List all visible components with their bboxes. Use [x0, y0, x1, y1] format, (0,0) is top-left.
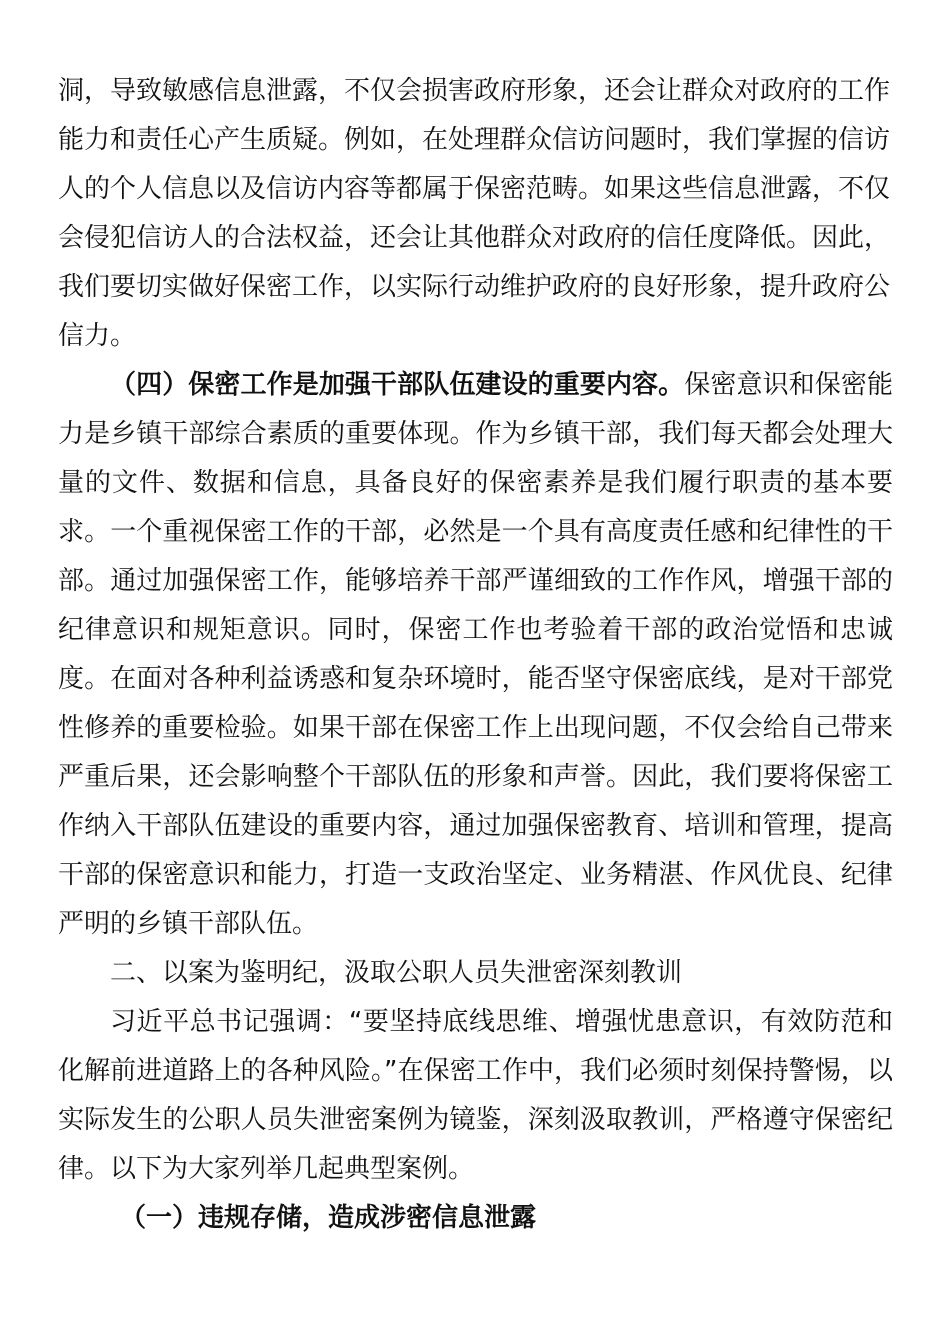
text-line: 信力。: [58, 321, 137, 351]
text-line: 洞，导致敏感信息泄露，不仅会损害政府形象，还会让群众对政府的工作: [58, 76, 891, 106]
text-line: 能力和责任心产生质疑。例如，在处理群众信访问题时，我们掌握的信访: [58, 125, 891, 155]
paragraph-bold-lead: （四）保密工作是加强干部队伍建设的重要内容。: [110, 370, 685, 400]
paragraph-text: 保密意识和保密能力是乡镇干部综合素质的重要体现。作为乡镇干部，我们每天都会处理大量的文件、数据和信息，具备良好的保密素养是我们履行职责的基本要求。一个重视保密工作的干部，必然是一个具有高度责任感和纪律性的干部。通过加强保密工作，能够培养干部严谨细致的工作作风，增强干部的纪律意识和规矩意识。同时，保密工作也考验着干部的政治觉悟和忠诚度。在面对各种利益诱惑和复杂环境时，能否坚守保密底线，是对干部党性修养的重要检验。如果干部在保密工作上出现问题，不仅会给自己带来严重后果，还会影响整个干部队伍的形象和声誉。因此，我们要将保密工作纳入干部队伍建设的重要内容，通过加强保密教育、培训和管理，提高干部的保密意识和能力，打造一支政治坚定、业务精湛、作风优良、纪律严明的乡镇干部队伍。: [58, 370, 893, 939]
text-line: 会侵犯信访人的合法权益，还会让其他群众对政府的信任度降低。因此，: [58, 223, 891, 253]
paragraph-quote: 习近平总书记强调：“要坚持底线思维、增强忧患意识，有效防范和化解前进道路上的各种风险。”在保密工作中，我们必须时刻保持警惕，以实际发生的公职人员失泄密案例为镜鉴，深刻汲取教训，严格遵守保密纪律。以下为大家列举几起典型案例。: [58, 1007, 893, 1184]
text-line: 我们要切实做好保密工作，以实际行动维护政府的良好形象，提升政府公: [58, 272, 891, 302]
paragraph-cadre-building: [58, 361, 893, 949]
subheading: （一）违规存储，造成涉密信息泄露: [120, 1203, 537, 1233]
document-body: [58, 67, 893, 1243]
text-line: 人的个人信息以及信访内容等都属于保密范畴。如果这些信息泄露，不仅: [58, 174, 891, 204]
paragraph-continuation: [58, 67, 893, 361]
section-heading: 二、以案为鉴明纪，汲取公职人员失泄密深刻教训: [110, 958, 683, 988]
